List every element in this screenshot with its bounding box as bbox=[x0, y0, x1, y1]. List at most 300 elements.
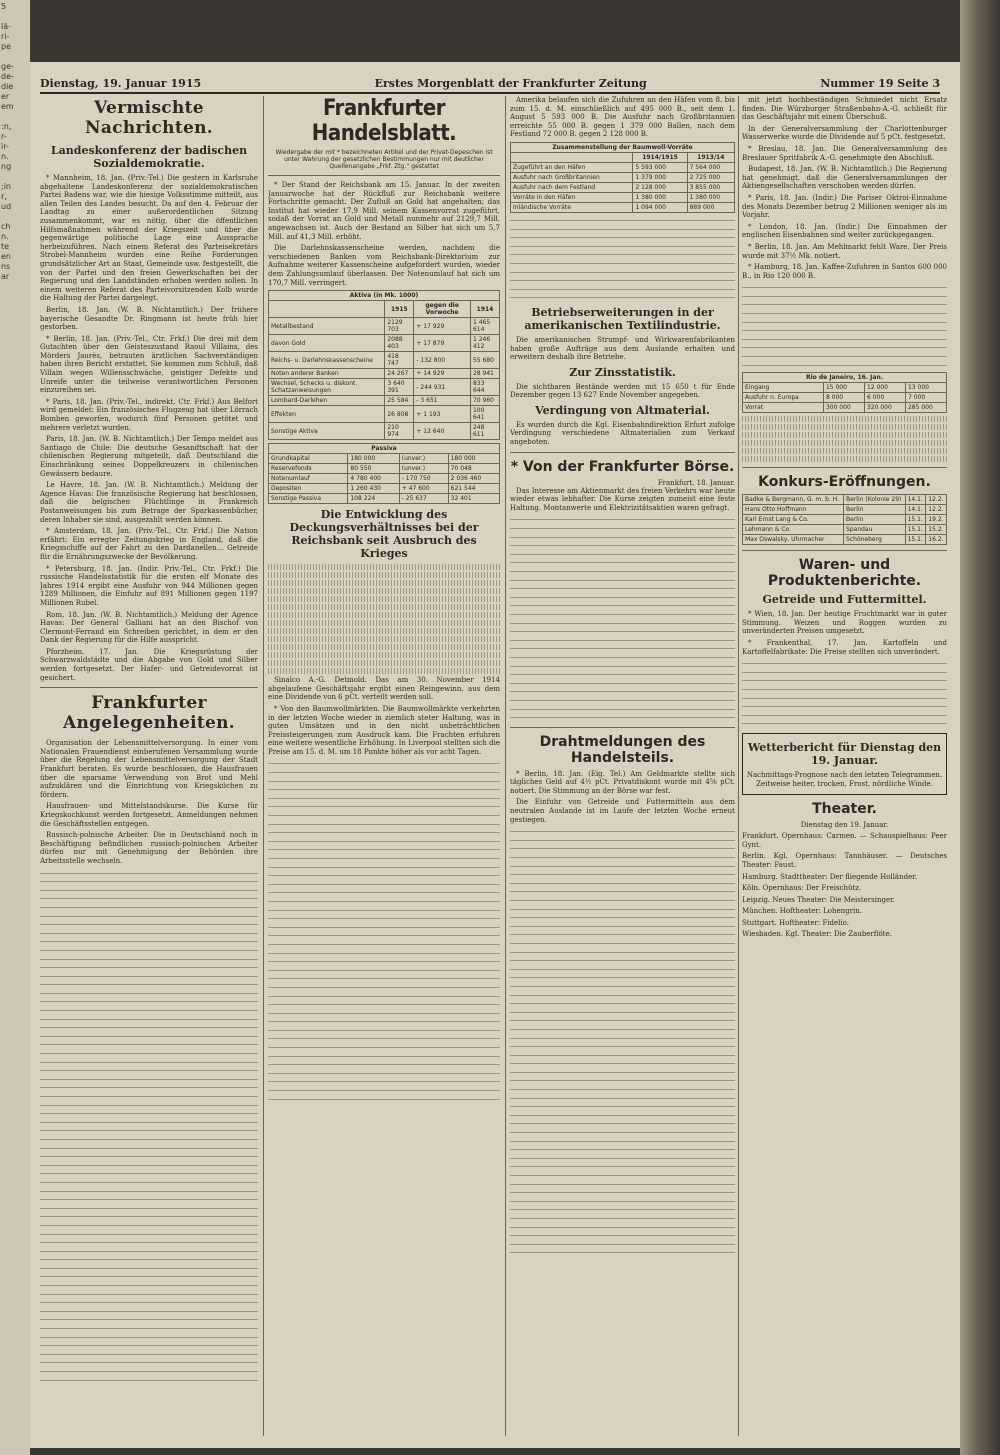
print-line bbox=[40, 912, 258, 921]
print-line bbox=[510, 922, 735, 931]
table-row bbox=[269, 369, 500, 379]
theater-entry: Berlin. Kgl. Opernhaus: Tannhäuser. — Deutsches Theater: Faust. bbox=[742, 852, 947, 869]
divider bbox=[742, 467, 947, 468]
table-row bbox=[269, 423, 500, 440]
fragment-line: ch bbox=[1, 222, 11, 231]
print-line bbox=[510, 610, 735, 619]
article-text: * Amsterdam, 18. Jan. (Priv.-Tel., Ctr. Frkf.) Die Nation erfährt: Ein erregter Zeitungskrieg in England, daß die Kriegsschiffe auf der Fahrt zu den Dardanellen... Getreide für die Ernährungszwecke der Bevölkerung. bbox=[40, 527, 258, 561]
print-line bbox=[40, 1376, 258, 1385]
print-line bbox=[40, 1040, 258, 1049]
print-line bbox=[40, 1049, 258, 1058]
print-line bbox=[40, 1324, 258, 1333]
fragment-line: ar bbox=[1, 272, 10, 281]
print-line bbox=[268, 612, 500, 618]
print-line bbox=[742, 352, 947, 361]
print-line bbox=[40, 929, 258, 938]
text-filler bbox=[510, 827, 735, 1257]
print-line bbox=[268, 914, 500, 923]
table-cell: 70 960 bbox=[470, 396, 499, 406]
table-cell: Notenumlauf bbox=[269, 474, 348, 484]
print-line bbox=[40, 1298, 258, 1307]
print-line bbox=[510, 1111, 735, 1120]
print-line bbox=[510, 1180, 735, 1189]
theater-entry: Frankfurt. Opernhaus: Carmen. — Schauspielhaus: Peer Gynt. bbox=[742, 832, 947, 849]
table-cell: Metallbestand bbox=[269, 318, 385, 335]
print-line bbox=[40, 877, 258, 886]
table-row bbox=[269, 484, 500, 494]
copyright-note: Wiedergabe der mit * bezeichneten Artikel und der Privat-Depeschen ist unter Wahrung der gesetzlichen Bestimmungen nur mit deutlicher Quellenangabe „Frkf. Ztg.“ gestattet bbox=[275, 149, 493, 170]
print-line bbox=[510, 619, 735, 628]
table-cell: Inländische Vorräte bbox=[511, 202, 633, 212]
table-cell: 180 000 bbox=[348, 454, 399, 464]
print-line bbox=[510, 965, 735, 974]
print-line bbox=[268, 777, 500, 786]
print-line bbox=[268, 828, 500, 837]
print-line bbox=[40, 1152, 258, 1161]
print-line bbox=[510, 593, 735, 602]
print-line bbox=[40, 1109, 258, 1118]
table-cell: Wechsel, Schecks u. diskont. Schatzanweisungen bbox=[269, 379, 385, 396]
print-line bbox=[510, 905, 735, 914]
print-line bbox=[510, 939, 735, 948]
fragment-line: ge- bbox=[1, 62, 14, 71]
print-line bbox=[742, 676, 947, 685]
table-header-cell: 1914/1915 bbox=[633, 152, 687, 162]
print-line bbox=[40, 989, 258, 998]
print-line bbox=[268, 1095, 500, 1104]
table-row bbox=[269, 396, 500, 406]
print-line bbox=[268, 572, 500, 578]
table-row bbox=[743, 515, 947, 525]
fragment-line: 5 bbox=[1, 2, 7, 11]
text-filler bbox=[268, 759, 500, 1103]
print-line bbox=[510, 242, 735, 251]
print-line bbox=[510, 576, 735, 585]
article-text: * Wien, 18. Jan. Der heutige Fruchtmarkt war in guter Stimmung. Weizen und Roggen wurden zu unveränderten Preisen umgesetzt. bbox=[742, 610, 947, 636]
article-text: Amerika belaufen sich die Zufuhren an den Häfen vom 8. bis zum 15. d. M. einschließlich auf 495 000 B., seit dem 1. August 5 593 000 B. Die Ausfuhr nach Großbritannien erreichte 55 000 B. gegen 1 379 000 Ballen, nach dem Festland 72 000 B. gegen 2 128 000 B. bbox=[510, 96, 735, 139]
print-line bbox=[268, 604, 500, 610]
page-header bbox=[40, 72, 940, 94]
fragment-line: ;in bbox=[1, 182, 11, 191]
table-cell: 1 094 000 bbox=[633, 202, 687, 212]
table-cell: 6 000 bbox=[864, 393, 905, 403]
print-line bbox=[742, 361, 947, 370]
table-cell: Grundkapital bbox=[269, 454, 348, 464]
table-cell: + 17 879 bbox=[414, 335, 471, 352]
print-line bbox=[268, 628, 500, 634]
print-line bbox=[510, 533, 735, 542]
print-line bbox=[268, 871, 500, 880]
print-line bbox=[510, 627, 735, 636]
print-line bbox=[268, 923, 500, 932]
print-line bbox=[510, 1068, 735, 1077]
print-line bbox=[742, 343, 947, 352]
table-header-cell: gegen die Vorwoche bbox=[414, 301, 471, 318]
section-title: * Von der Frankfurter Börse. bbox=[510, 458, 735, 475]
table-row bbox=[511, 172, 735, 182]
table-cell: 1 246 412 bbox=[470, 335, 499, 352]
print-line bbox=[510, 696, 735, 705]
table-cell: 210 974 bbox=[385, 423, 414, 440]
coffee-market-table bbox=[742, 372, 947, 413]
table-cell: 15 000 bbox=[823, 383, 864, 393]
table-cell: 320 000 bbox=[864, 403, 905, 413]
print-line bbox=[510, 1042, 735, 1051]
print-line bbox=[510, 1051, 735, 1060]
print-line bbox=[268, 966, 500, 975]
fragment-line: n. bbox=[1, 152, 9, 161]
table-cell: (unver.) bbox=[399, 454, 448, 464]
print-line bbox=[742, 283, 947, 292]
section-title: Vermischte Nachrichten. bbox=[85, 98, 213, 138]
print-line bbox=[510, 853, 735, 862]
print-line bbox=[268, 794, 500, 803]
table-row bbox=[269, 406, 500, 423]
table-cell: 12 000 bbox=[864, 383, 905, 393]
print-line bbox=[40, 1144, 258, 1153]
fragment-line: de- bbox=[1, 72, 14, 81]
article-text: Berlin, 18. Jan. (W. B. Nichtamtlich.) Der frühere bayerische Gesandte Dr. Ringmann ist heute früh hier gestorben. bbox=[40, 305, 258, 332]
print-line bbox=[742, 456, 947, 462]
print-line bbox=[510, 276, 735, 285]
print-line bbox=[40, 1187, 258, 1196]
article-heading: Getreide und Futtermittel. bbox=[762, 593, 927, 607]
print-line bbox=[40, 903, 258, 912]
print-line bbox=[40, 894, 258, 903]
table-cell: 24 267 bbox=[385, 369, 414, 379]
print-line bbox=[742, 300, 947, 309]
table-row bbox=[511, 202, 735, 212]
print-line bbox=[40, 1264, 258, 1273]
print-line bbox=[268, 957, 500, 966]
reichsbank-aktiva-table bbox=[268, 290, 500, 440]
print-line bbox=[510, 982, 735, 991]
print-line bbox=[40, 1307, 258, 1316]
print-line bbox=[510, 1085, 735, 1094]
print-line bbox=[40, 997, 258, 1006]
print-line bbox=[742, 326, 947, 335]
print-line bbox=[40, 869, 258, 878]
table-cell: Berlin bbox=[844, 505, 906, 515]
article-text: * Frankenthal, 17. Jan. Kartoffeln und Kartoffelfabrikate: Die Preise stellten sich unverändert. bbox=[742, 639, 947, 656]
table-row bbox=[269, 352, 500, 369]
article-text: Es wurden durch die Kgl. Eisenbahndirektion Erfurt zufolge Verdingung verschiedene Altmaterialien zum Verkauf angeboten. bbox=[510, 420, 735, 447]
print-line bbox=[40, 1169, 258, 1178]
print-line bbox=[268, 931, 500, 940]
table-cell: (unver.) bbox=[399, 464, 448, 474]
print-line bbox=[268, 1043, 500, 1052]
table-row bbox=[743, 505, 947, 515]
table-row bbox=[269, 494, 500, 504]
print-line bbox=[510, 1128, 735, 1137]
print-line bbox=[268, 906, 500, 915]
print-line bbox=[268, 802, 500, 811]
table-cell: 55 680 bbox=[470, 352, 499, 369]
left-page-fragment bbox=[0, 0, 30, 1455]
table-cell: 4 780 400 bbox=[348, 474, 399, 484]
table-cell: 7 564 000 bbox=[687, 162, 734, 172]
table-cell: - 244 931 bbox=[414, 379, 471, 396]
print-line bbox=[268, 863, 500, 872]
fragment-line bbox=[1, 172, 29, 182]
table-cell: 2088 403 bbox=[385, 335, 414, 352]
article-heading: Verdingung von Altmaterial. bbox=[535, 403, 710, 417]
print-line bbox=[268, 596, 500, 602]
article-text: Die Einfuhr von Getreide und Futtermitteln aus dem neutralen Auslande ist im Laufe der letzten Woche erneut gestiegen. bbox=[510, 798, 735, 824]
print-line bbox=[268, 940, 500, 949]
print-line bbox=[40, 1230, 258, 1239]
print-line bbox=[268, 1009, 500, 1018]
table-cell: 621 544 bbox=[448, 484, 499, 494]
dateline: Frankfurt, 18. Januar. bbox=[657, 478, 735, 487]
print-line bbox=[268, 992, 500, 1001]
print-line bbox=[510, 1016, 735, 1025]
print-line bbox=[40, 1195, 258, 1204]
print-line bbox=[742, 694, 947, 703]
print-line bbox=[268, 759, 500, 768]
print-line bbox=[268, 580, 500, 586]
table-cell: Sonstige Aktiva bbox=[269, 423, 385, 440]
article-text: Russisch-polnische Arbeiter. Die in Deutschland noch in Beschäftigung befindlichen russisch-polnischen Arbeiter dürfen nur mit Genehmigung der Behörden ihre Arbeitsstelle wechseln. bbox=[40, 831, 258, 865]
bankruptcy-table bbox=[742, 494, 947, 545]
print-line bbox=[268, 897, 500, 906]
print-line bbox=[510, 1154, 735, 1163]
print-line bbox=[510, 653, 735, 662]
article-text: * Breslau, 18. Jan. Die Generalversammlung des Breslauer Spritfabrik A.-G. genehmigte den Abschluß. bbox=[742, 144, 947, 162]
fragment-line: te bbox=[1, 242, 10, 251]
fragment-line: lä- bbox=[1, 22, 12, 31]
table-cell: + 17 929 bbox=[414, 318, 471, 335]
section-title: Drahtmeldungen des Handelsteils. bbox=[539, 733, 706, 766]
text-filler bbox=[40, 869, 258, 1385]
print-line bbox=[40, 1032, 258, 1041]
print-line bbox=[510, 1231, 735, 1240]
print-line bbox=[510, 1248, 735, 1257]
print-line bbox=[268, 636, 500, 642]
table-cell: 15.2. bbox=[926, 525, 947, 535]
fragment-line bbox=[1, 52, 29, 62]
table-cell: 300 000 bbox=[823, 403, 864, 413]
table-cell: + 1 193 bbox=[414, 406, 471, 423]
print-line bbox=[510, 913, 735, 922]
print-line bbox=[510, 870, 735, 879]
print-line bbox=[268, 1060, 500, 1069]
article-text: * Hamburg, 18. Jan. Kaffee-Zufuhren in Santos 600 000 B., in Rio 120 000 B. bbox=[742, 263, 947, 280]
table-cell: - 25 637 bbox=[399, 494, 448, 504]
column-rule bbox=[505, 96, 506, 1436]
table-cell: 15.1. bbox=[905, 515, 926, 525]
table-cell: Vorräte in den Häfen bbox=[511, 192, 633, 202]
print-line bbox=[510, 827, 735, 836]
divider bbox=[510, 727, 735, 728]
article-text: Paris, 18. Jan. (W. B. Nichtamtlich.) Der Temps meldet aus Santiago de Chile: Die deutsche Gesandtschaft hat der chilenischen Regierung mitgeteilt, daß Deutschland die Einschränkung seines Doppelkreuzers in chilenischen Gewässern bedaure. bbox=[40, 435, 258, 478]
print-line bbox=[510, 836, 735, 845]
header-issue: Nummer 19 Seite 3 bbox=[820, 77, 940, 90]
print-line bbox=[268, 668, 500, 674]
theater-entry: München. Hoftheater: Lohengrin. bbox=[742, 907, 862, 916]
fragment-line: ri- bbox=[1, 32, 10, 41]
table-title: Passiva bbox=[269, 444, 500, 454]
table-cell: 5 593 000 bbox=[633, 162, 687, 172]
text-filler bbox=[742, 283, 947, 369]
print-line bbox=[268, 949, 500, 958]
section-title: Konkurs-Eröffnungen. bbox=[758, 474, 931, 491]
table-title: Zusammenstellung der Baumwoll-Vorräte bbox=[511, 142, 735, 152]
print-line bbox=[742, 659, 947, 668]
print-line bbox=[40, 1092, 258, 1101]
print-line bbox=[40, 886, 258, 895]
print-line bbox=[510, 1102, 735, 1111]
print-line bbox=[268, 811, 500, 820]
print-line bbox=[40, 1358, 258, 1367]
article-text: * Paris, 18. Jan. (Priv.-Tel., indirekt, Ctr. Frkf.) Aus Belfort wird gemeldet: Ein französisches Flugzeug hat über Lörrach Bomben geworfen, wodurch fünf Personen getötet und mehrere verletzt wurden. bbox=[40, 397, 258, 432]
fragment-line: ng bbox=[1, 162, 12, 171]
table-cell: 1 260 430 bbox=[348, 484, 399, 494]
table-cell: 3 640 391 bbox=[385, 379, 414, 396]
table-header-cell: 1913/14 bbox=[687, 152, 734, 162]
table-cell: Reichs- u. Darlehnskassenscheine bbox=[269, 352, 385, 369]
article-text: In der Generalversammlung der Charlottenburger Wasserwerke wurde die Dividende auf 5 pCt. festgesetzt. bbox=[742, 124, 947, 142]
print-line bbox=[742, 292, 947, 301]
table-row bbox=[743, 403, 947, 413]
article-text: * Berlin, 18. Jan. (Priv.-Tel., Ctr. Frkf.) Die drei mit dem Gutachten über den Geisteszustand Raoul Villains, des Mörders Jaurès, betrauten ärztlichen Sachverständigen haben ihren Bericht erstattet. Sie kommen zum Schluß, daß Villain wegen Willensschwäche, geistiger Defekte und Unreife unter die teilweise verantwortlichen Personen einzureihen sei. bbox=[40, 334, 258, 395]
table-cell: 12.2. bbox=[926, 495, 947, 505]
print-line bbox=[268, 660, 500, 666]
table-cell: Badke & Bergmann, G. m. b. H. bbox=[743, 495, 844, 505]
article-text: Die amerikanischen Strumpf- und Wirkwarenfabrikanten haben große Aufträge aus dem Auslande erhalten und erweitern deshalb ihre Betriebe. bbox=[510, 335, 735, 362]
table-cell: Lehmann & Co. bbox=[743, 525, 844, 535]
table-cell: 418 747 bbox=[385, 352, 414, 369]
table-cell: 70 048 bbox=[448, 464, 499, 474]
table-cell: 32 401 bbox=[448, 494, 499, 504]
print-line bbox=[510, 713, 735, 722]
print-line bbox=[40, 955, 258, 964]
table-cell: 15.1. bbox=[905, 535, 926, 545]
print-line bbox=[40, 1350, 258, 1359]
print-line bbox=[40, 1083, 258, 1092]
table-cell: 25 584 bbox=[385, 396, 414, 406]
print-line bbox=[40, 1023, 258, 1032]
print-line bbox=[268, 768, 500, 777]
table-title: Aktiva (in Mk. 1000) bbox=[269, 291, 500, 301]
print-line bbox=[742, 702, 947, 711]
print-line bbox=[510, 558, 735, 567]
print-line bbox=[268, 1086, 500, 1095]
table-cell: - 170 750 bbox=[399, 474, 448, 484]
article-text: Budapest, 18. Jan. (W. B. Nichtamtlich.) Die Regierung hat genehmigt, daß die Generalversammlungen der Aktiengesellschaften verschoben werden dürfen. bbox=[742, 165, 947, 191]
print-line bbox=[268, 880, 500, 889]
print-line bbox=[40, 1221, 258, 1230]
print-line bbox=[742, 416, 947, 422]
print-line bbox=[40, 1126, 258, 1135]
print-line bbox=[510, 233, 735, 242]
header-date: Dienstag, 19. Januar 1915 bbox=[40, 77, 202, 90]
print-line bbox=[510, 1188, 735, 1197]
print-line bbox=[510, 844, 735, 853]
table-cell: 889 000 bbox=[687, 202, 734, 212]
section-title: Frankfurter Angelegenheiten. bbox=[63, 693, 235, 734]
fragment-line bbox=[1, 12, 29, 22]
print-line bbox=[40, 946, 258, 955]
table-row bbox=[269, 379, 500, 396]
header-paper: Erstes Morgenblatt der Frankfurter Zeitung bbox=[374, 77, 647, 90]
table-cell: 3 855 000 bbox=[687, 182, 734, 192]
table-cell: + 47 600 bbox=[399, 484, 448, 494]
table-row bbox=[511, 182, 735, 192]
print-line bbox=[510, 879, 735, 888]
article-heading: Zur Zinsstatistik. bbox=[569, 365, 676, 379]
table-cell: Lombard-Darlehen bbox=[269, 396, 385, 406]
print-line bbox=[268, 564, 500, 570]
print-line bbox=[510, 541, 735, 550]
print-line bbox=[40, 1272, 258, 1281]
article-text: * Der Stand der Reichsbank am 15. Januar. In der zweiten Januarwoche hat der Rückfluß zur Reichsbank weitere Fortschritte gemacht. Der Zufluß an Gold hat angehalten; das Institut hat wieder 17,9 Mill. seinem Kassenvorrat zugeführt, sodaß der Vorrat an Gold und Metall nunmehr auf 2129,7 Mill. angewachsen ist. Auch der Bestand an Silber hat sich um 5,7 Mill. auf 41,3 Mill. erhöht. bbox=[268, 181, 500, 241]
print-line bbox=[510, 1076, 735, 1085]
print-line bbox=[510, 948, 735, 957]
print-line bbox=[40, 1238, 258, 1247]
print-line bbox=[40, 920, 258, 929]
print-line bbox=[268, 644, 500, 650]
table-cell: 80 550 bbox=[348, 464, 399, 474]
print-line bbox=[40, 1212, 258, 1221]
text-filler bbox=[742, 659, 947, 728]
cotton-stats-table bbox=[510, 142, 735, 213]
print-line bbox=[742, 318, 947, 327]
table-cell: 1 380 000 bbox=[633, 192, 687, 202]
text-filler bbox=[510, 216, 735, 302]
fragment-line: r, bbox=[1, 192, 7, 201]
print-line bbox=[742, 432, 947, 438]
fragment-line bbox=[1, 212, 29, 222]
fragment-line: die bbox=[1, 82, 14, 91]
print-line bbox=[268, 1077, 500, 1086]
fragment-line: ns bbox=[1, 262, 11, 271]
table-row bbox=[269, 454, 500, 464]
theater-entry: Stuttgart. Hoftheater: Fidelio. bbox=[742, 918, 849, 927]
table-row bbox=[743, 393, 947, 403]
print-line bbox=[40, 1135, 258, 1144]
table-cell: 15.1. bbox=[905, 525, 926, 535]
fragment-line: n. bbox=[1, 232, 9, 241]
theater-entry: Wiesbaden. Kgl. Theater: Die Zauberflöte. bbox=[742, 930, 892, 939]
text-filler bbox=[510, 515, 735, 721]
section-title: Theater. bbox=[812, 801, 877, 818]
reichsbank-passiva-table bbox=[268, 443, 500, 504]
column-rule bbox=[263, 96, 264, 1436]
table-cell: 8 000 bbox=[823, 393, 864, 403]
print-line bbox=[510, 930, 735, 939]
print-line bbox=[40, 937, 258, 946]
print-line bbox=[40, 963, 258, 972]
table-cell: davon Gold bbox=[269, 335, 385, 352]
print-line bbox=[510, 1008, 735, 1017]
table-cell: 108 224 bbox=[348, 494, 399, 504]
table-cell: 100 641 bbox=[470, 406, 499, 423]
weather-title: Wetterbericht für Dienstag den 19. Januar. bbox=[747, 740, 942, 767]
print-line bbox=[268, 845, 500, 854]
print-line bbox=[268, 1026, 500, 1035]
divider bbox=[510, 452, 735, 453]
table-cell: Sonstige Passiva bbox=[269, 494, 348, 504]
print-line bbox=[742, 424, 947, 430]
print-line bbox=[268, 1034, 500, 1043]
table-cell: Depositen bbox=[269, 484, 348, 494]
print-line bbox=[510, 250, 735, 259]
fragment-line bbox=[1, 112, 29, 122]
article-text: Die sichtbaren Bestände werden mit 15 650 t für Ende Dezember gegen 13 627 Ende November angegeben. bbox=[510, 382, 735, 400]
article-text: * Petersburg, 18. Jan. (Indir. Priv.-Tel., Ctr. Frkf.) Die russische Handelsstatistik für die ersten elf Monate des Jahres 1914 ergibt eine Ausfuhr von 944 Millionen gegen 1289 Millionen, die Einfuhr auf 891 Millionen gegen 1197 Millionen Rubel. bbox=[40, 564, 258, 607]
print-line bbox=[742, 335, 947, 344]
